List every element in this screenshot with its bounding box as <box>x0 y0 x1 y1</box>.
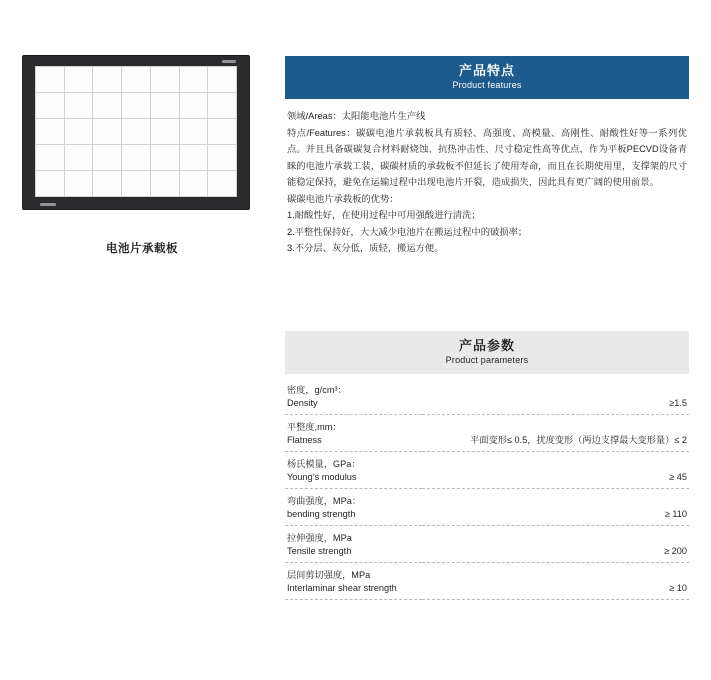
panel-cell <box>93 93 122 119</box>
panel-cell <box>208 67 237 93</box>
panel-cell <box>180 67 209 93</box>
parameter-name-cn: 平整度,mm： <box>287 422 342 432</box>
parameter-value: ≥1.5 <box>669 397 687 408</box>
table-row <box>285 415 689 452</box>
panel-cell <box>93 67 122 93</box>
parameter-value: ≥ 200 <box>664 545 687 556</box>
panel-cell <box>180 145 209 171</box>
product-features-section <box>285 56 689 257</box>
parameter-name <box>285 452 422 489</box>
parameter-name-en: Young’s modulus <box>287 471 357 482</box>
panel-cell <box>65 171 94 197</box>
panel-cell <box>122 119 151 145</box>
panel-cell <box>208 171 237 197</box>
product-parameters-header <box>285 331 689 374</box>
panel-cell <box>180 93 209 119</box>
parameter-name <box>285 489 422 526</box>
parameter-name-en: bending strength <box>287 508 356 519</box>
figure-caption: 电池片承载板 <box>106 243 178 255</box>
features-paragraph-advantage-2: 2.平整性保持好，大大减少电池片在搬运过程中的破损率； <box>287 226 528 237</box>
parameter-name-cn: 拉伸强度，MPa <box>287 533 352 543</box>
product-parameters-section <box>285 331 689 600</box>
panel-cell <box>151 67 180 93</box>
product-parameters-table <box>285 378 689 600</box>
parameter-name <box>285 378 422 415</box>
table-row <box>285 378 689 415</box>
product-features-header <box>285 56 689 99</box>
panel-cell <box>65 67 94 93</box>
panel-cell <box>65 119 94 145</box>
panel-cell <box>151 145 180 171</box>
parameter-value: 平面变形≤ 0.5，扰度变形（两边支撑最大变形量）≤ 2 <box>470 434 687 445</box>
panel-cell <box>122 171 151 197</box>
table-row <box>285 563 689 600</box>
panel-cell <box>93 145 122 171</box>
panel-cell <box>36 171 65 197</box>
product-parameters-title-cn: 产品参数 <box>458 338 515 353</box>
panel-cell <box>36 145 65 171</box>
panel-cell <box>36 67 65 93</box>
panel-cell <box>122 67 151 93</box>
product-parameters-title-en: Product parameters <box>445 355 529 365</box>
panel-cell <box>93 171 122 197</box>
panel-cell <box>208 119 237 145</box>
panel-cell <box>208 145 237 171</box>
parameter-name <box>285 563 422 600</box>
panel-cell <box>151 119 180 145</box>
parameter-name <box>285 415 422 452</box>
parameter-value: ≥ 110 <box>664 508 687 519</box>
panel-cell <box>65 145 94 171</box>
panel-cell <box>151 171 180 197</box>
panel-cell <box>180 171 209 197</box>
features-paragraph-advantages-title: 碳碳电池片承载板的优势： <box>287 193 399 204</box>
product-features-title-en: Product features <box>452 80 522 90</box>
panel-cell <box>122 93 151 119</box>
table-row <box>285 452 689 489</box>
product-features-body <box>285 99 689 257</box>
table-row <box>285 489 689 526</box>
features-paragraph-areas: 领域/Areas：太阳能电池片生产线 <box>287 111 426 121</box>
panel-cell <box>36 119 65 145</box>
features-paragraph-advantage-1: 1.耐酸性好，在使用过程中可用强酸进行清洗； <box>287 210 481 220</box>
panel-cell <box>122 145 151 171</box>
parameter-name-en: Density <box>287 397 318 408</box>
panel-cell <box>208 93 237 119</box>
product-parameters-table-body <box>285 378 689 600</box>
carbon-carrier-panel-image <box>22 55 250 210</box>
parameter-name-en: Interlaminar shear strength <box>287 582 397 593</box>
panel-cell-grid <box>35 66 237 197</box>
parameter-name-cn: 杨氏模量，GPa： <box>287 459 361 469</box>
parameter-name <box>285 526 422 563</box>
parameter-name-cn: 弯曲强度，MPa： <box>287 496 362 506</box>
panel-cell <box>151 93 180 119</box>
parameter-name-en: Flatness <box>287 434 322 445</box>
table-row <box>285 526 689 563</box>
parameter-name-cn: 层间剪切强度，MPa <box>287 570 371 580</box>
panel-cell <box>65 93 94 119</box>
parameter-name-cn: 密度，g/cm³： <box>287 385 347 395</box>
panel-cell <box>93 119 122 145</box>
parameter-name-en: Tensile strength <box>287 545 352 556</box>
parameter-value: ≥ 10 <box>669 582 687 593</box>
panel-cell <box>180 119 209 145</box>
product-figure <box>22 55 262 256</box>
features-paragraph-features: 特点/Features：碳碳电池片承载板具有质轻、高强度、高模量、高刚性、耐酸性好等一系列优点。并且具备碳碳复合材料耐烧蚀、抗热冲击性、尺寸稳定性高等优点，作为平板PECVD设备青睐的电池片承载工装，碳碳材质的承载板不但延长了使用寿命，而且在长期使用里，支撑架的尺寸能稳定保持，避免在运输过程中出现电池片开裂，造成损失，因此具有更广阔的使用前景。 <box>287 127 687 187</box>
features-paragraph-advantage-3: 3.不分层、灰分低，质轻，搬运方便。 <box>287 243 444 253</box>
parameter-value: ≥ 45 <box>669 471 687 482</box>
product-features-title-cn: 产品特点 <box>458 63 515 78</box>
panel-cell <box>36 93 65 119</box>
